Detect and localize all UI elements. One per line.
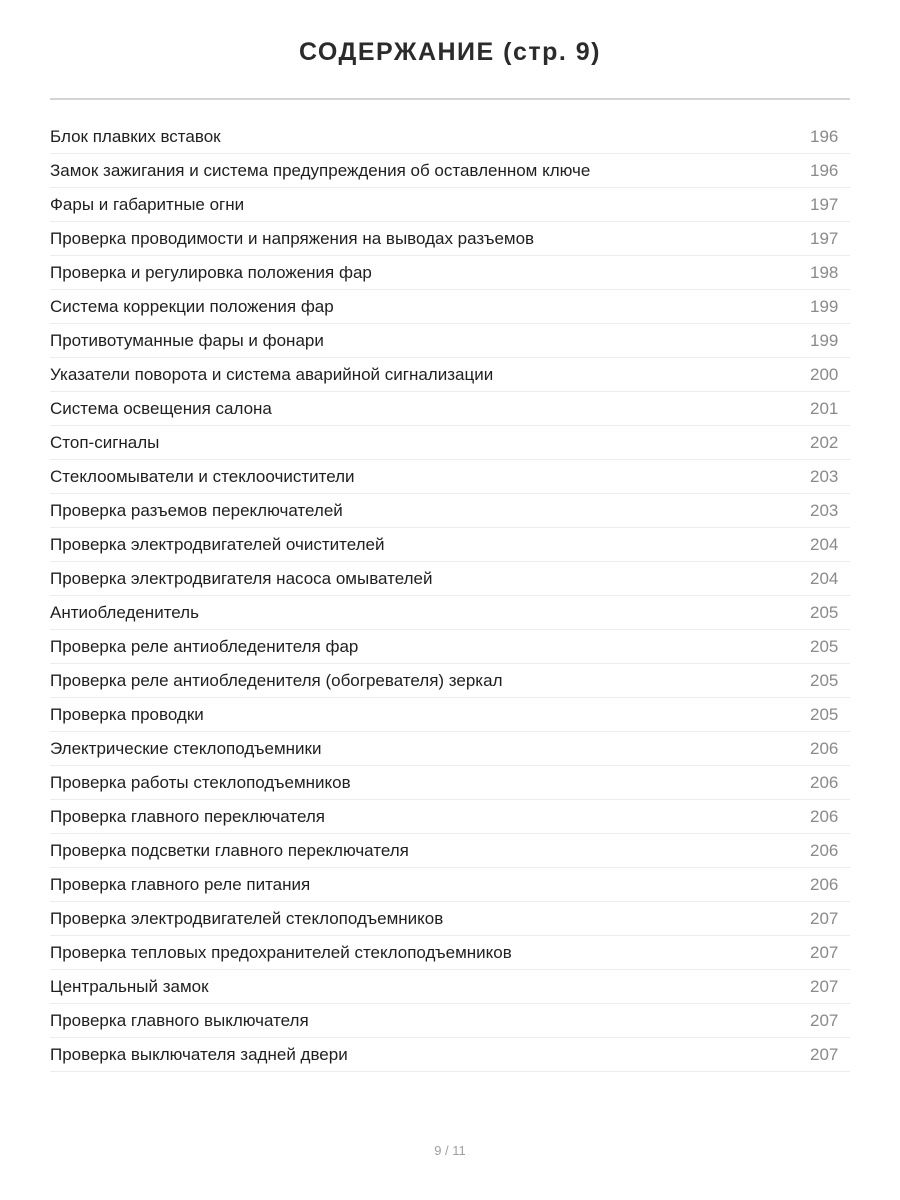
toc-entry-title: Проверка главного переключателя <box>50 807 325 826</box>
toc-entry-page-number: 207 <box>810 1011 839 1030</box>
toc-entry-title: Стеклоомыватели и стеклоочистители <box>50 467 355 486</box>
toc-entry[interactable] <box>50 970 850 1004</box>
toc-entry-page-number: 197 <box>810 229 839 248</box>
toc-entry-page-number: 202 <box>810 433 839 452</box>
toc-entry-page-number: 196 <box>810 161 839 180</box>
toc-entry-title: Электрические стеклоподъемники <box>50 739 322 758</box>
toc-entry[interactable] <box>50 698 850 732</box>
toc-entry-title: Проверка разъемов переключателей <box>50 501 343 520</box>
toc-entry[interactable] <box>50 290 850 324</box>
toc-entry-page-number: 201 <box>810 399 839 418</box>
toc-entry-page-number: 205 <box>810 705 839 724</box>
page-number: 9 / 11 <box>434 1143 466 1158</box>
toc-entry-page-number: 205 <box>810 637 839 656</box>
toc-entry-title: Проверка реле антиобледенителя фар <box>50 637 359 656</box>
toc-entry[interactable] <box>50 800 850 834</box>
toc-entry-title: Фары и габаритные огни <box>50 195 245 214</box>
toc-entry-page-number: 207 <box>810 943 839 962</box>
toc-entry-page-number: 197 <box>810 195 839 214</box>
toc-entry-title: Проверка работы стеклоподъемников <box>50 773 351 792</box>
toc-entry-page-number: 200 <box>810 365 839 384</box>
toc-entry[interactable] <box>50 936 850 970</box>
toc-entry[interactable] <box>50 120 850 154</box>
toc-entry[interactable] <box>50 902 850 936</box>
toc-entry-page-number: 206 <box>810 807 839 826</box>
toc-entry-title: Стоп-сигналы <box>50 433 160 452</box>
toc-entry-title: Проверка электродвигателей стеклоподъемников <box>50 909 444 928</box>
toc-entry-page-number: 206 <box>810 739 839 758</box>
toc-entry-title: Проверка электродвигателя насоса омывателей <box>50 569 433 588</box>
toc-entry-page-number: 206 <box>810 875 839 894</box>
toc-entry[interactable] <box>50 426 850 460</box>
toc-entry-page-number: 199 <box>810 331 839 350</box>
toc-entry[interactable] <box>50 1038 850 1072</box>
toc-entry[interactable] <box>50 834 850 868</box>
toc-entry-page-number: 205 <box>810 603 839 622</box>
toc-entry-title: Замок зажигания и система предупреждения об оставленном ключе <box>50 161 591 180</box>
toc-entry[interactable] <box>50 664 850 698</box>
toc-entry-title: Проверка подсветки главного переключателя <box>50 841 409 860</box>
page-title: СОДЕРЖАНИЕ (стр. 9) <box>298 38 602 66</box>
toc-entry-title: Указатели поворота и система аварийной сигнализации <box>50 365 494 384</box>
toc-entry-title: Проверка и регулировка положения фар <box>50 263 372 282</box>
toc-list <box>50 120 850 1072</box>
toc-entry[interactable] <box>50 766 850 800</box>
toc-entry-page-number: 204 <box>810 569 839 588</box>
toc-entry-page-number: 203 <box>810 501 839 520</box>
toc-entry-title: Блок плавких вставок <box>50 127 221 146</box>
toc-entry-page-number: 204 <box>810 535 839 554</box>
toc-entry-page-number: 205 <box>810 671 839 690</box>
toc-entry[interactable] <box>50 1004 850 1038</box>
toc-entry-title: Система коррекции положения фар <box>50 297 334 316</box>
toc-entry[interactable] <box>50 868 850 902</box>
toc-entry-title: Центральный замок <box>50 977 209 996</box>
toc-entry-page-number: 207 <box>810 1045 839 1064</box>
toc-entry-page-number: 199 <box>810 297 839 316</box>
title-divider <box>50 98 850 100</box>
toc-entry-page-number: 206 <box>810 841 839 860</box>
toc-entry[interactable] <box>50 154 850 188</box>
toc-entry-title: Проверка тепловых предохранителей стеклоподъемников <box>50 943 512 962</box>
toc-entry-title: Антиобледенитель <box>50 603 199 622</box>
toc-entry-title: Проверка электродвигателей очистителей <box>50 535 385 554</box>
toc-entry-title: Проверка выключателя задней двери <box>50 1045 348 1064</box>
toc-entry[interactable] <box>50 460 850 494</box>
toc-entry[interactable] <box>50 528 850 562</box>
toc-entry-page-number: 207 <box>810 909 839 928</box>
toc-entry[interactable] <box>50 222 850 256</box>
toc-entry[interactable] <box>50 596 850 630</box>
toc-entry[interactable] <box>50 324 850 358</box>
toc-entry-page-number: 196 <box>810 127 839 146</box>
toc-entry-page-number: 198 <box>810 263 839 282</box>
toc-entry-title: Система освещения салона <box>50 399 272 418</box>
toc-entry[interactable] <box>50 188 850 222</box>
toc-entry[interactable] <box>50 358 850 392</box>
toc-entry-title: Проверка главного выключателя <box>50 1011 309 1030</box>
toc-entry[interactable] <box>50 256 850 290</box>
toc-entry[interactable] <box>50 494 850 528</box>
toc-entry-title: Проверка главного реле питания <box>50 875 311 894</box>
toc-entry[interactable] <box>50 562 850 596</box>
toc-entry-title: Проверка проводимости и напряжения на выводах разъемов <box>50 229 535 248</box>
toc-entry-page-number: 203 <box>810 467 839 486</box>
toc-entry-page-number: 206 <box>810 773 839 792</box>
toc-entry[interactable] <box>50 732 850 766</box>
toc-entry-title: Противотуманные фары и фонари <box>50 331 324 350</box>
toc-entry-title: Проверка реле антиобледенителя (обогревателя) зеркал <box>50 671 503 690</box>
toc-entry[interactable] <box>50 392 850 426</box>
toc-entry-page-number: 207 <box>810 977 839 996</box>
toc-entry[interactable] <box>50 630 850 664</box>
toc-entry-title: Проверка проводки <box>50 705 204 724</box>
